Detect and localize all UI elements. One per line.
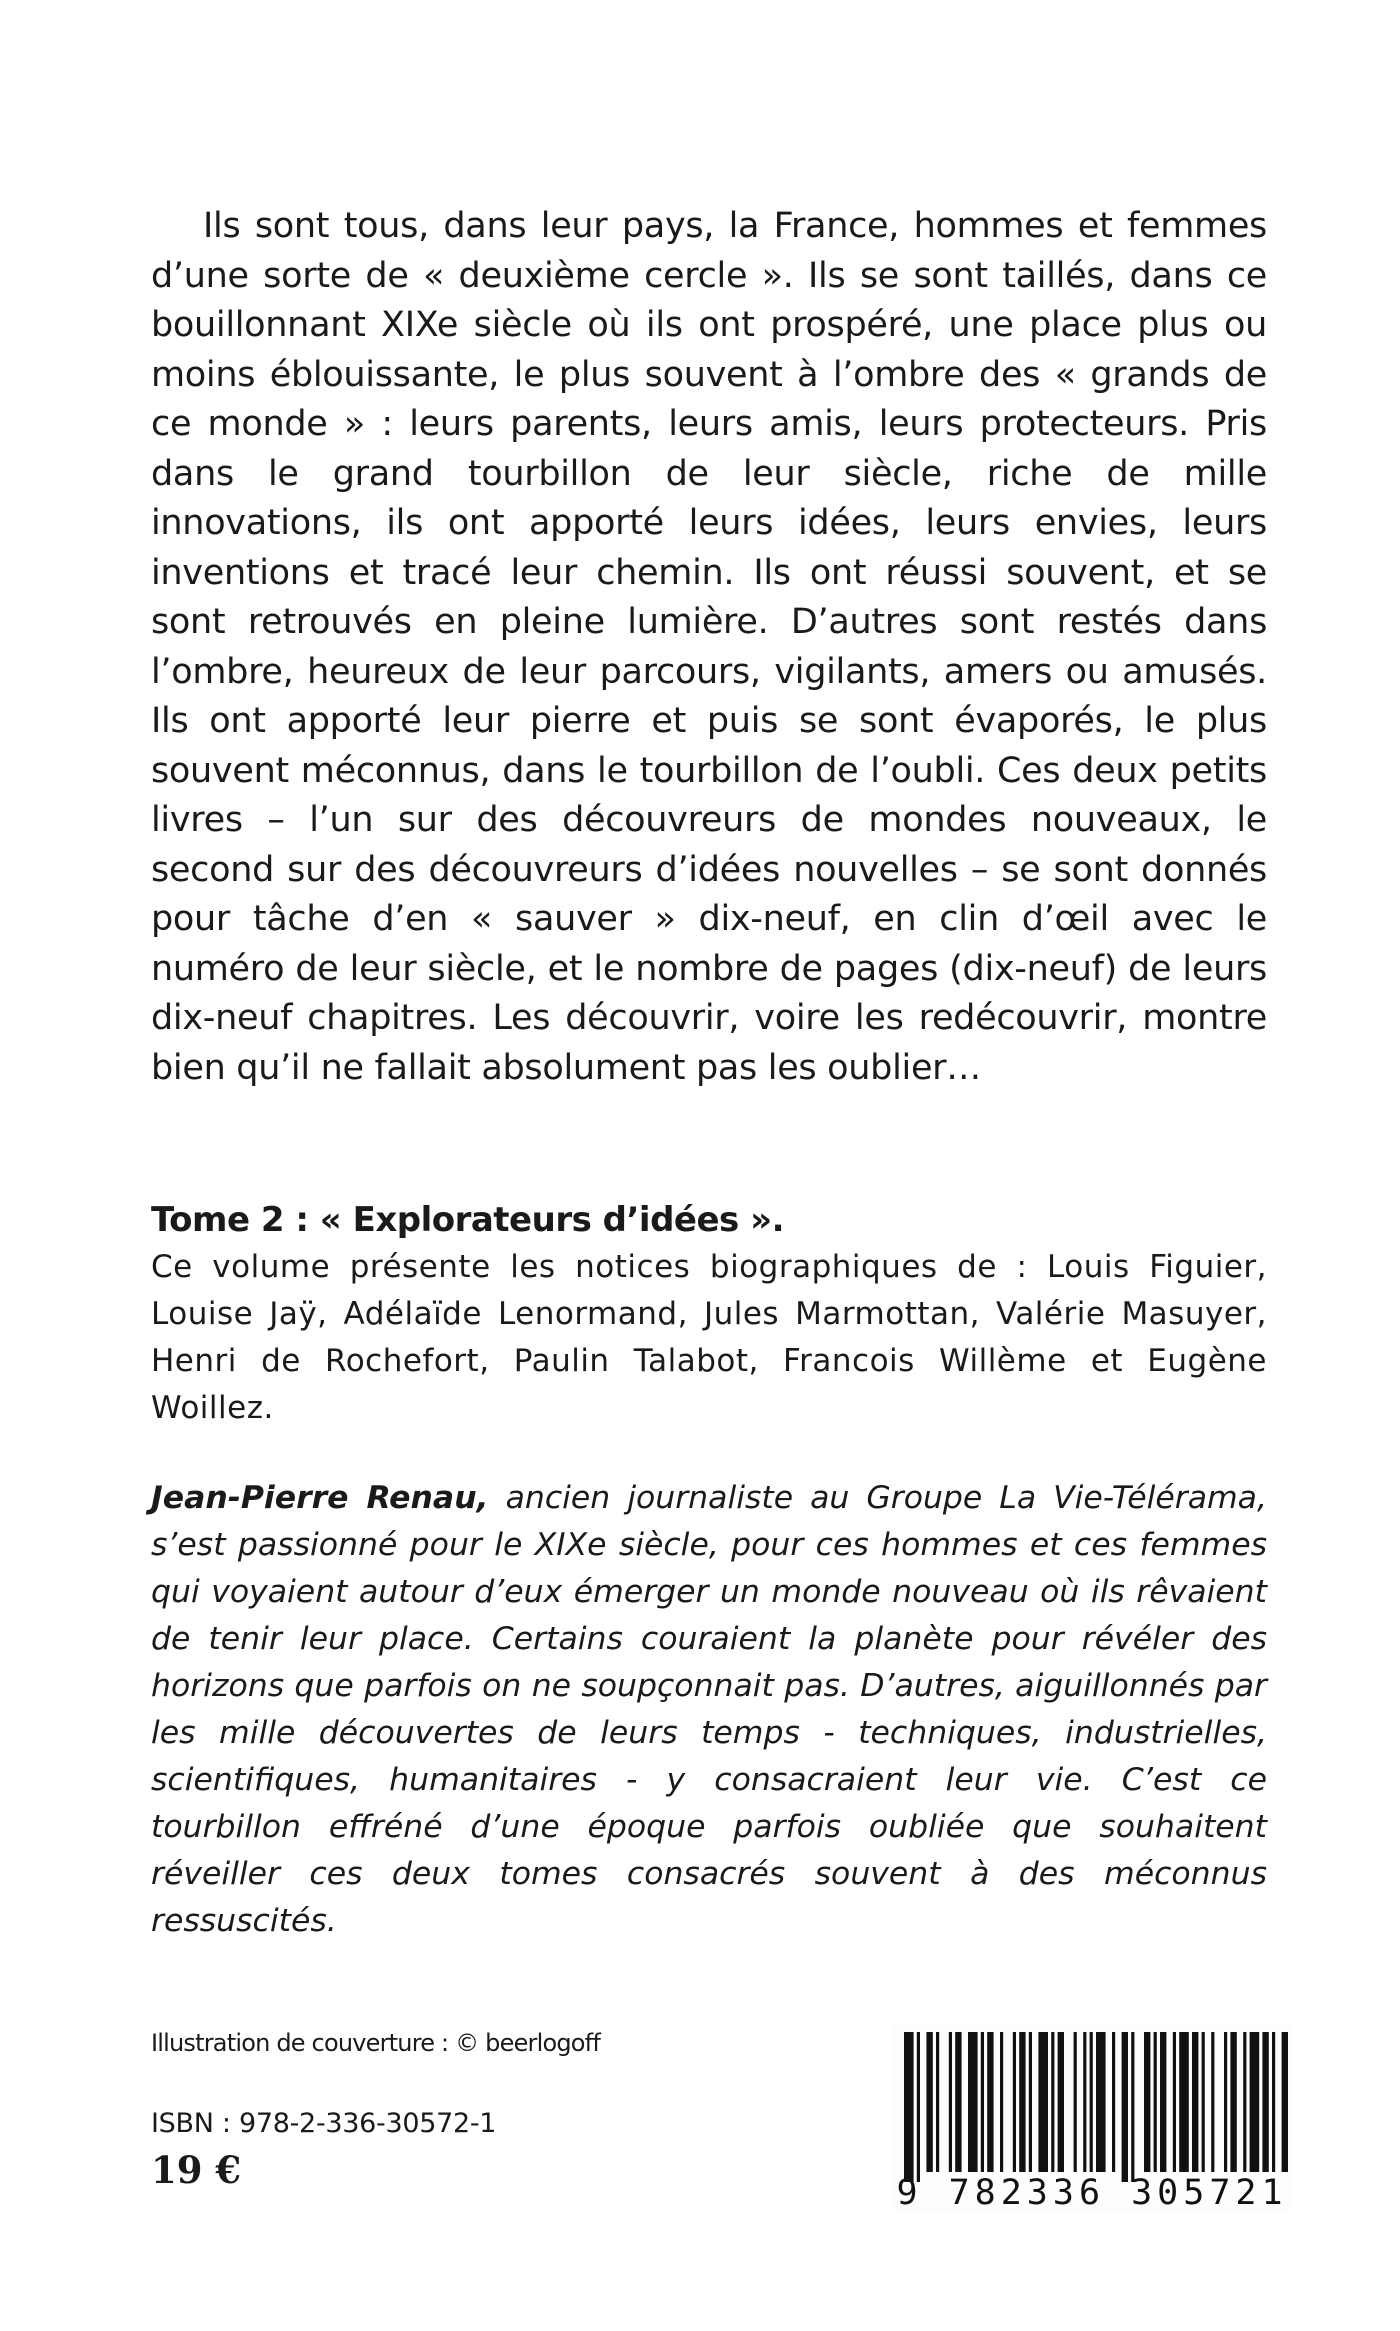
summary-paragraph: Ils sont tous, dans leur pays, la France, hommes et femmes d’une sorte de « deuxième cercle ». Ils se sont taillés, dans ce bouillonnant XIXe siècle où ils ont prospéré, une place plus ou moins éblouissante, le plus souvent à l’ombre des « grands de ce monde » : leurs parents, leurs amis, leurs protecteurs. Pris dans le grand tourbillon de leur siècle, riche de mille innovations, ils ont apporté leurs idées, leurs envies, leurs inventions et tracé leur chemin. Ils ont réussi souvent, et se sont retrouvés en pleine lumière. D’autres sont restés dans l’ombre, heureux de leur parcours, vigilants, amers ou amusés. Ils ont apporté leur pierre et puis se sont évaporés, le plus souvent méconnus, dans le tourbillon de l’oubli. Ces deux petits livres – l’un sur des découvreurs de mondes nouveaux, le second sur des découvreurs d’idées nouvelles – se sont donnés pour tâche d’en « sauver » dix-neuf, en clin d’œil avec le numéro de leur siècle, et le nombre de pages (dix-neuf) de leurs dix-neuf chapitres. Les découvrir, voire les redécouvrir, montre bien qu’il ne fallait absolument pas les oublier… [151,206,1267,1088]
author-bio [151,1475,1267,1945]
barcode [892,2022,1292,2212]
tome-description: Ce volume présente les notices biographiques de : Louis Figuier, Louise Jaÿ, Adélaïde Lenormand, Jules Marmottan, Valérie Masuyer, Henri de Rochefort, Paulin Talabot, Francois Willème et Eugène Woillez. [151,1249,1267,1426]
isbn: ISBN : 978-2-336-30572-1 [151,2108,497,2139]
barcode-digits: 9 782336 305721 [896,2173,1288,2213]
cover-illustration-credit: Illustration de couverture : © beerlogoff [151,2029,600,2057]
author-name: Jean-Pierre Renau, [151,1480,489,1516]
price: 19 € [151,2148,242,2192]
barcode-bars [892,2022,1292,2182]
tome-title: Tome 2 : « Explorateurs d’idées ». [151,1200,784,1240]
author-bio-text: ancien journaliste au Groupe La Vie-Télérama, s’est passionné pour le XIXe siècle, pour ces hommes et ces femmes qui voyaient autour d’eux émerger un monde nouveau où ils rêvaient de tenir leur place. Certains couraient la planète pour révéler des horizons que parfois on ne soupçonnait pas. D’autres, aiguillonnés par les mille découvertes de leurs temps - techniques, industrielles, scientifiques, humanitaires - y consacraient leur vie. C’est ce tourbillon effréné d’une époque parfois oubliée que souhaitent réveiller ces deux tomes consacrés souvent à des méconnus ressuscités. [151,1480,1267,1939]
